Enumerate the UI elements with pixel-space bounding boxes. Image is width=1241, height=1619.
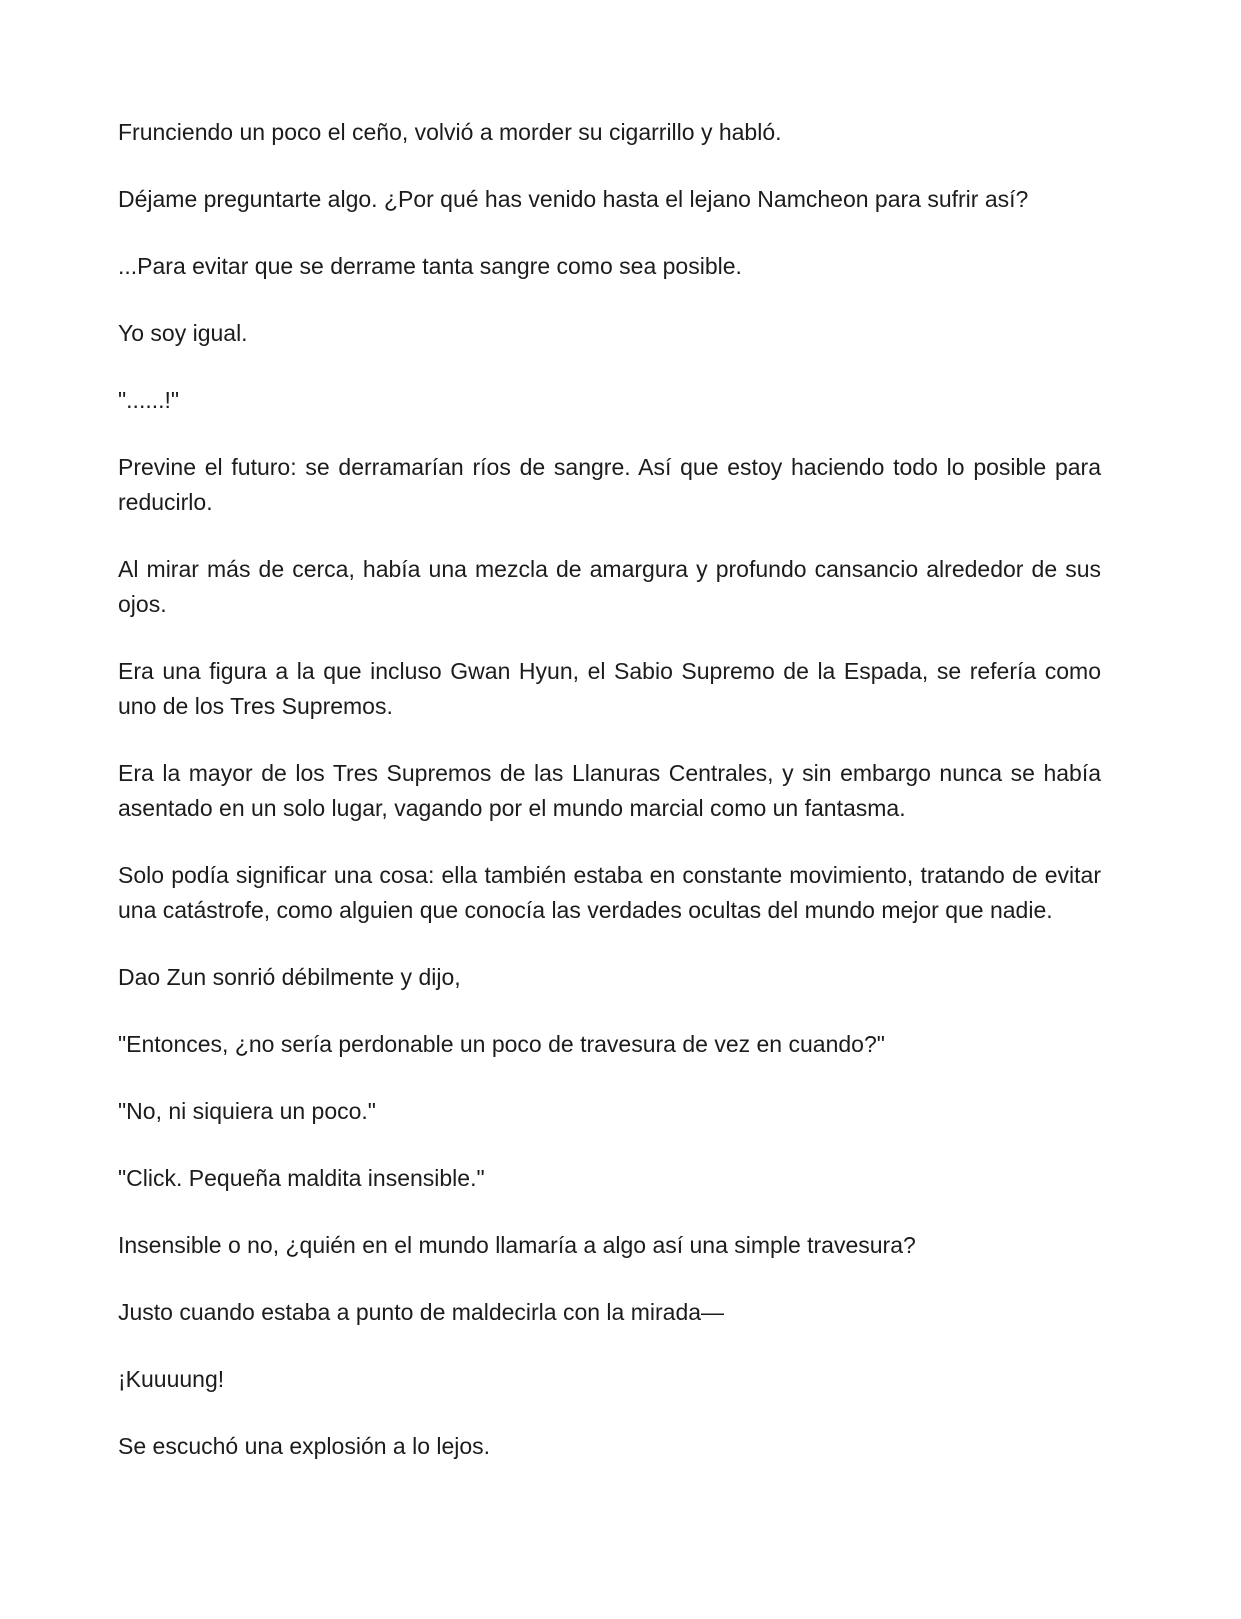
paragraph-9: Era la mayor de los Tres Supremos de las Llanuras Centrales, y sin embargo nunca se había asentado en un solo lugar, vagando por el mundo marcial como un fantasma. <box>118 760 1101 821</box>
paragraph-13: "No, ni siquiera un poco." <box>118 1098 376 1124</box>
paragraph-8: Era una figura a la que incluso Gwan Hyun, el Sabio Supremo de la Espada, se refería como uno de los Tres Supremos. <box>118 658 1101 719</box>
paragraph-1: Frunciendo un poco el ceño, volvió a morder su cigarrillo y habló. <box>118 119 782 145</box>
paragraph-6: Previne el futuro: se derramarían ríos de sangre. Así que estoy haciendo todo lo posible para reducirlo. <box>118 454 1101 515</box>
paragraph-18: Se escuchó una explosión a lo lejos. <box>118 1433 491 1459</box>
paragraph-12: "Entonces, ¿no sería perdonable un poco de travesura de vez en cuando?" <box>118 1031 885 1057</box>
paragraph-10: Solo podía significar una cosa: ella también estaba en constante movimiento, tratando de evitar una catástrofe, como alguien que conocía las verdades ocultas del mundo mejor que nadie. <box>118 862 1101 923</box>
paragraph-5: "......!" <box>118 387 180 413</box>
paragraph-15: Insensible o no, ¿quién en el mundo llamaría a algo así una simple travesura? <box>118 1232 916 1258</box>
paragraph-3: ...Para evitar que se derrame tanta sangre como sea posible. <box>118 253 742 279</box>
paragraph-17: ¡Kuuuung! <box>118 1366 225 1392</box>
paragraph-2: Déjame preguntarte algo. ¿Por qué has venido hasta el lejano Namcheon para sufrir así? <box>118 186 1029 212</box>
paragraph-4: Yo soy igual. <box>118 320 248 346</box>
paragraph-11: Dao Zun sonrió débilmente y dijo, <box>118 964 461 990</box>
paragraph-7: Al mirar más de cerca, había una mezcla de amargura y profundo cansancio alrededor de sus ojos. <box>118 556 1101 617</box>
paragraph-14: "Click. Pequeña maldita insensible." <box>118 1165 485 1191</box>
paragraph-16: Justo cuando estaba a punto de maldecirla con la mirada— <box>118 1299 725 1325</box>
